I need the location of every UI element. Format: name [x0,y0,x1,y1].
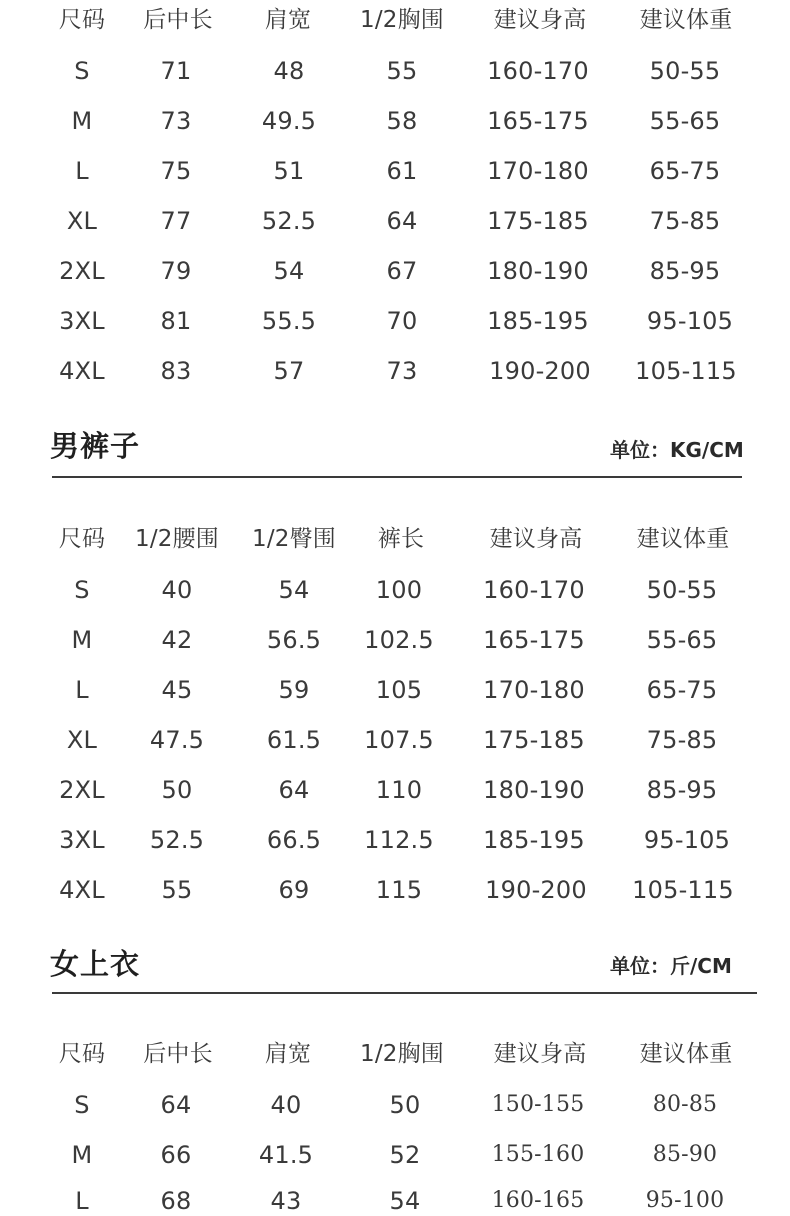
table-cell: 79 [160,257,192,285]
table-cell: 2XL [59,776,105,804]
table-cell: 95-105 [646,307,734,335]
table-cell: M [71,107,93,135]
unit-label: 单位：斤/CM [610,954,732,978]
section-divider [52,992,757,994]
table-cell: 170-180 [483,676,585,704]
table-cell: 81 [160,307,192,335]
table-cell: 45 [161,676,193,704]
section-divider [52,476,742,478]
header-cell-half-chest: 1/2胸围 [359,7,445,33]
table-cell: S [74,1091,90,1119]
table-cell: XL [66,726,98,754]
table-cell: 160-170 [487,57,589,85]
table-cell: 185-195 [483,826,585,854]
table-cell: 64 [386,207,418,235]
header-cell-back-length: 后中长 [143,7,213,33]
table-cell: 56.5 [266,626,322,654]
table-cell: 65-75 [646,676,718,704]
table-cell: 52.5 [261,207,317,235]
section-title-men-pants: 男裤子 [50,429,141,463]
table-cell: 75 [160,157,192,185]
table-cell: 55.5 [261,307,317,335]
header-cell-size: 尺码 [58,526,106,552]
table-cell: 49.5 [261,107,317,135]
table-cell: L [75,676,89,704]
table-cell: 64 [278,776,310,804]
table-cell: 3XL [59,307,105,335]
header-cell-size: 尺码 [58,1041,106,1067]
table-cell: XL [66,207,98,235]
table-cell: 175-185 [487,207,589,235]
table-cell: 55 [161,876,193,904]
table-cell: 110 [375,776,423,804]
table-cell: 51 [273,157,305,185]
table-cell: 155-160 [491,1142,585,1167]
table-cell: 66 [160,1141,192,1169]
table-cell: L [75,1187,89,1215]
table-cell: 47.5 [149,726,205,754]
table-cell: 61 [386,157,418,185]
header-cell-back-length: 后中长 [143,1041,213,1067]
table-cell: 42 [161,626,193,654]
table-cell: 54 [389,1187,421,1215]
table-cell: 50 [161,776,193,804]
table-cell: 40 [161,576,193,604]
table-cell: 85-95 [649,257,721,285]
table-cell: 75-85 [649,207,721,235]
table-cell: S [74,57,90,85]
header-cell-half-hip: 1/2臀围 [251,526,337,552]
table-cell: 95-100 [645,1188,725,1213]
table-cell: 3XL [59,826,105,854]
header-cell-pants-length: 裤长 [377,526,425,552]
table-cell: 77 [160,207,192,235]
table-cell: 80-85 [652,1092,718,1117]
table-cell: S [74,576,90,604]
table-cell: 55-65 [646,626,718,654]
header-cell-shoulder: 肩宽 [264,7,312,33]
table-cell: 4XL [59,876,105,904]
table-cell: 48 [273,57,305,85]
table-cell: 105-115 [635,357,737,385]
table-cell: 70 [386,307,418,335]
header-cell-half-waist: 1/2腰围 [134,526,220,552]
table-cell: 170-180 [487,157,589,185]
table-cell: 65-75 [649,157,721,185]
table-cell: 100 [375,576,423,604]
table-cell: 61.5 [266,726,322,754]
unit-label: 单位：KG/CM [610,438,744,462]
table-cell: 150-155 [491,1092,585,1117]
table-cell: 69 [278,876,310,904]
table-cell: 165-175 [487,107,589,135]
table-cell: L [75,157,89,185]
table-cell: 160-170 [483,576,585,604]
table-cell: 50 [389,1091,421,1119]
table-cell: 54 [273,257,305,285]
table-cell: 102.5 [364,626,434,654]
table-cell: 160-165 [491,1188,585,1213]
table-cell: 95-105 [643,826,731,854]
table-cell: 43 [270,1187,302,1215]
table-cell: 50-55 [646,576,718,604]
table-cell: 68 [160,1187,192,1215]
table-cell: 2XL [59,257,105,285]
table-cell: 75-85 [646,726,718,754]
header-cell-suggested-height: 建议身高 [493,1041,587,1067]
table-cell: 175-185 [483,726,585,754]
table-cell: 50-55 [649,57,721,85]
table-cell: 73 [386,357,418,385]
table-cell: 52.5 [149,826,205,854]
table-cell: 67 [386,257,418,285]
table-cell: 107.5 [364,726,434,754]
table-cell: 165-175 [483,626,585,654]
header-cell-suggested-height: 建议身高 [489,526,583,552]
header-cell-shoulder: 肩宽 [264,1041,312,1067]
header-cell-suggested-weight: 建议体重 [636,526,730,552]
header-cell-half-chest: 1/2胸围 [359,1041,445,1067]
table-cell: 180-190 [487,257,589,285]
table-cell: 54 [278,576,310,604]
table-cell: 66.5 [266,826,322,854]
header-cell-suggested-height: 建议身高 [493,7,587,33]
table-cell: 41.5 [258,1141,314,1169]
header-cell-suggested-weight: 建议体重 [639,7,733,33]
table-cell: 112.5 [364,826,434,854]
table-cell: 57 [273,357,305,385]
header-cell-size: 尺码 [58,7,106,33]
table-cell: 58 [386,107,418,135]
table-cell: 59 [278,676,310,704]
table-cell: 4XL [59,357,105,385]
table-cell: 71 [160,57,192,85]
table-cell: 190-200 [485,876,587,904]
table-cell: 85-95 [646,776,718,804]
table-cell: 73 [160,107,192,135]
table-cell: 85-90 [652,1142,718,1167]
header-cell-suggested-weight: 建议体重 [639,1041,733,1067]
table-cell: 105 [375,676,423,704]
section-title-women-top: 女上衣 [50,947,141,981]
table-cell: 55 [386,57,418,85]
table-cell: 52 [389,1141,421,1169]
table-cell: 40 [270,1091,302,1119]
table-cell: 83 [160,357,192,385]
table-cell: 180-190 [483,776,585,804]
table-cell: 190-200 [489,357,591,385]
table-cell: M [71,626,93,654]
table-cell: 105-115 [632,876,734,904]
table-cell: 185-195 [487,307,589,335]
table-cell: 115 [375,876,423,904]
table-cell: 64 [160,1091,192,1119]
table-cell: 55-65 [649,107,721,135]
table-cell: M [71,1141,93,1169]
